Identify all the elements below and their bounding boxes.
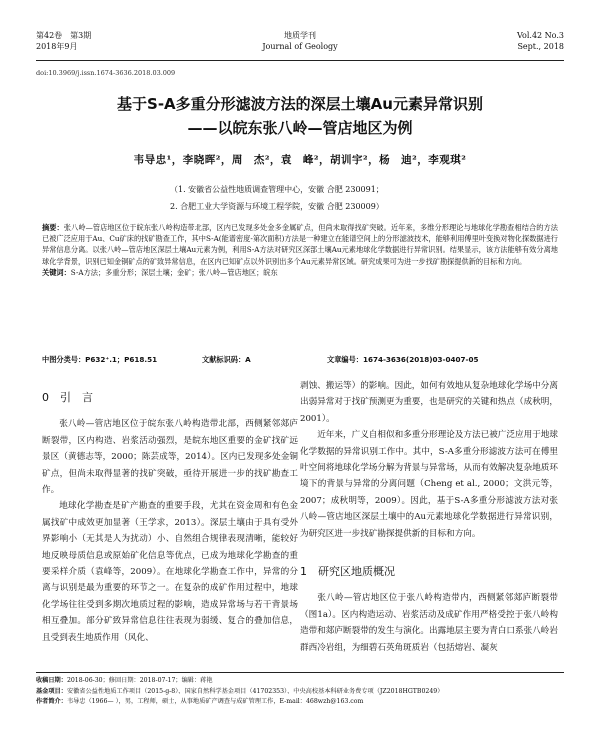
article-number: 文章编号：1674-3636(2018)03-0407-05 xyxy=(327,355,479,364)
paragraph: 张八岭—管店地区位于皖东张八岭构造带北部，西侧紧邻郯庐断裂带，区内构造、岩浆活动强烈，是皖东地区重要的金矿找矿远景区（黄德志等，2000；陈芸成等，2014）。区内已发现多处金铜矿点，但尚未取得显著的找矿突破，亟待开展进一步的找矿勘查工作。 xyxy=(42,419,298,496)
title-line-2: ——以皖东张八岭—管店地区为例 xyxy=(187,119,413,137)
fund-label: 基金项目： xyxy=(36,687,67,695)
author-bio-text: 韦导忠（1966— ），男，工程师，硕士，从事地质矿产调查与成矿管理工作，E-mail：468wzh@163.com xyxy=(66,698,364,705)
clc-number: 中图分类号：P632⁺.1；P618.51 xyxy=(42,355,158,364)
document-code: 文献标识码：A xyxy=(202,355,251,364)
header-right xyxy=(517,30,564,52)
volume-cn: 第42卷 第3期 xyxy=(36,31,92,40)
left-column xyxy=(42,378,298,646)
paragraph: 张八岭—管店地区位于张八岭构造带内，西侧紧邻郯庐断裂带（图1a）。区内构造运动、岩浆活动及成矿作用严格受控于张八岭构造带和郯庐断裂带的发生与演化。出露地层主要为青白口系张八岭岩群西冷岩组，为细碧石英角斑质岩（包括熔岩、凝灰 xyxy=(300,593,558,653)
abstract-block xyxy=(42,222,558,278)
fund-text: 安徽省公益性地质工作项目（2015-g-8）、国家自然科学基金项目（41702353）、中央高校基本科研业务费专项（JZ2018HGTB0249） xyxy=(66,687,444,695)
received-text: 2018-06-30；修回日期：2018-07-17；编辑：蒋艳 xyxy=(66,677,213,684)
footnote-author xyxy=(36,697,564,708)
abstract-text: 张八岭—管店地区位于皖东张八岭构造带北部，区内已发现多处金多金属矿点，但尚未取得找矿突破。近年来，多维分形理论与地球化学勘查相结合的方法已被广泛应用于Au、Cu矿床的找矿勘查工作，其中S-A(能谱密度-第次面积)方法是一种建立在能谱空间上的分形滤波技术，能够利用傅里叶变换对物化探数据进行异常信息分离。以张八岭—管店地区深层土壤Au元素为例，利用S-A方法对研究区深部土壤Au元素地球化学数据进行异常识别。结果显示，该方法能够有效分离地球化学背景，识别已知金铜矿点的矿致异常信息，在区内已知矿点以外识别出多个Au元素异常区域。研究成果可为进一步找矿勘探提供新的目标和方向。 xyxy=(42,223,558,266)
section-heading-geology: 1 研究区地质概况 xyxy=(300,565,395,579)
footnote-fund xyxy=(36,687,564,698)
date-en: Sept., 2018 xyxy=(517,42,564,51)
running-header xyxy=(36,28,564,61)
affiliation-1: （1. 安徽省公益性地质调查管理中心，安徽 合肥 230091； xyxy=(170,185,384,194)
footnotes xyxy=(36,672,564,708)
journal-en: Journal of Geology xyxy=(262,42,338,51)
journal-cn: 地质学刊 xyxy=(284,31,316,40)
paragraph: 近年来，广义自相似和多重分形理论及方法已被广泛应用于地球化学数据的异常识别工作中。其中，S-A多重分形滤波方法可在傅里叶空间将地球化学场分解为背景与异常场，从而有效解决复杂地质环境下的背景与异常的分离问题（Cheng et al., 2000；文洪元等，2007；成秋明等，2009）。因此，基于S-A多重分形滤波方法对张八岭—管店地区深层土壤中的Au元素地球化学数据进行异常识别，为研究区进一步找矿勘探提供新的目标和方向。 xyxy=(300,430,558,539)
title-line-1: 基于S-A多重分形滤波方法的深层土壤Au元素异常识别 xyxy=(117,95,483,113)
keywords-text: S-A方法；多重分形；深层土壤；金矿；张八岭—管店地区；皖东 xyxy=(70,267,278,277)
paragraph: 地球化学勘查是矿产勘查的重要手段，尤其在资金周和有色金属找矿中成效更加显著（王学求，2013）。深层土壤由于具有受外界影响小（无其是人为扰动）小、自然组合规律表现清晰，能较好地反映母质信息或原始矿化信息等优点，已成为地球化学勘查的重要采样介质（袁峰等，2009）。在地球化学勘查工作中，异常的分离与识别是最为重要的环节之一。在复杂的成矿作用过程中，地球化学场往往受到多期次地质过程的影响，造成异常场与若干背景场相互叠加。部分矿致异常信息往往表现为弱缓、复合的叠加信息，且受到表生地质作用（风化、 xyxy=(42,501,298,643)
abstract-label: 摘要： xyxy=(42,223,64,232)
paragraph: 剥蚀、搬运等）的影响。因此，如何有效地从复杂地球化学场中分离出弱异常对于找矿预测更为重要，也是研究的关键和热点（成秋明，2001）。 xyxy=(300,381,558,424)
header-center xyxy=(36,30,564,52)
date-cn: 2018年9月 xyxy=(36,42,78,51)
author-list: 韦导忠¹，李晓晖²，周 杰²，袁 峰²，胡训宇²，杨 迪²，李观琪² xyxy=(133,154,467,166)
footnote-received xyxy=(36,676,564,687)
received-label: 收稿日期： xyxy=(36,677,67,684)
affiliation-2: 2. 合肥工业大学资源与环境工程学院，安徽 合肥 230009） xyxy=(170,202,384,211)
keywords xyxy=(42,267,558,278)
section-heading-intro: 0 引 言 xyxy=(42,391,93,404)
volume-en: Vol.42 No.3 xyxy=(517,31,564,40)
author-bio-label: 作者简介： xyxy=(36,698,67,705)
right-column xyxy=(300,378,558,656)
keywords-label: 关键词： xyxy=(42,267,71,277)
doi: doi:10.3969/j.issn.1674-3636.2018.03.009 xyxy=(36,69,176,77)
abstract xyxy=(42,222,558,267)
